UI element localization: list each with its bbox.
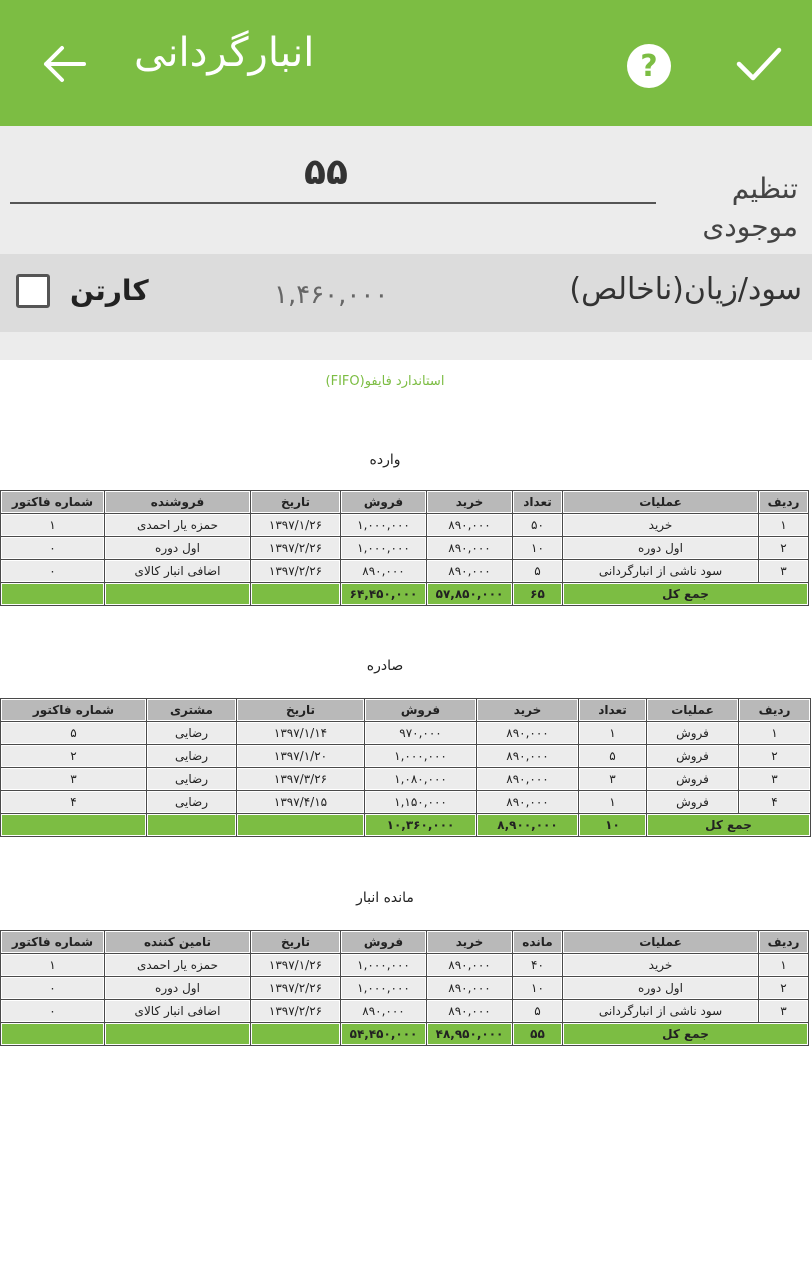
table-row[interactable] bbox=[1, 560, 809, 583]
table-cell: ۱,۰۰۰,۰۰۰ bbox=[341, 514, 427, 537]
column-header: فروش bbox=[365, 699, 477, 722]
table-cell: اضافی انبار کالای bbox=[105, 1000, 251, 1023]
table-cell: ۲ bbox=[739, 745, 811, 768]
column-header: فروش bbox=[341, 931, 427, 954]
table-cell: ۲ bbox=[759, 537, 809, 560]
table-cell: ۱۳۹۷/۲/۲۶ bbox=[251, 977, 341, 1000]
table-row[interactable] bbox=[1, 514, 809, 537]
table-cell: اول دوره bbox=[105, 537, 251, 560]
page-title: انبارگردانی bbox=[134, 30, 315, 76]
column-header: تامین کننده bbox=[105, 931, 251, 954]
column-header: تعداد bbox=[579, 699, 647, 722]
column-header: شماره فاکتور bbox=[1, 699, 147, 722]
table-cell: فروش bbox=[647, 722, 739, 745]
table-cell: فروش bbox=[647, 745, 739, 768]
table-cell: ۱۳۹۷/۱/۲۰ bbox=[237, 745, 365, 768]
table-cell: ۱,۰۰۰,۰۰۰ bbox=[341, 537, 427, 560]
table-row[interactable] bbox=[1, 537, 809, 560]
svg-text:?: ? bbox=[640, 49, 658, 84]
table-header-row bbox=[1, 931, 809, 954]
table-cell: ۳ bbox=[1, 768, 147, 791]
column-header: مانده bbox=[513, 931, 563, 954]
table-cell: ۴ bbox=[739, 791, 811, 814]
total-buy: ۴۸,۹۵۰,۰۰۰ bbox=[427, 1023, 513, 1046]
table-cell: خرید bbox=[563, 954, 759, 977]
table-cell: ۸۹۰,۰۰۰ bbox=[477, 791, 579, 814]
total-sell: ۱۰,۳۶۰,۰۰۰ bbox=[365, 814, 477, 837]
total-label: جمع کل bbox=[563, 583, 809, 606]
table-cell: ۱ bbox=[579, 722, 647, 745]
table-cell: ۰ bbox=[1, 537, 105, 560]
table-cell: ۸۹۰,۰۰۰ bbox=[477, 722, 579, 745]
total-empty-cell bbox=[237, 814, 365, 837]
column-header: ردیف bbox=[759, 931, 809, 954]
table-cell: اول دوره bbox=[563, 977, 759, 1000]
table-cell: ۸۹۰,۰۰۰ bbox=[427, 977, 513, 1000]
table-cell: ۱۳۹۷/۱/۱۴ bbox=[237, 722, 365, 745]
valuation-method: استاندارد فایفو(FIFO) bbox=[325, 374, 445, 389]
table-cell: فروش bbox=[647, 791, 739, 814]
table-row[interactable] bbox=[1, 768, 811, 791]
table-cell: ۸۹۰,۰۰۰ bbox=[341, 560, 427, 583]
total-buy: ۸,۹۰۰,۰۰۰ bbox=[477, 814, 579, 837]
table-cell: ۵ bbox=[513, 1000, 563, 1023]
table-cell: ۳ bbox=[579, 768, 647, 791]
carton-label: کارتن bbox=[70, 274, 149, 307]
table-cell: ۹۷۰,۰۰۰ bbox=[365, 722, 477, 745]
table-row[interactable] bbox=[1, 745, 811, 768]
table-cell: ۳ bbox=[759, 1000, 809, 1023]
total-label: جمع کل bbox=[563, 1023, 809, 1046]
column-header: ردیف bbox=[759, 491, 809, 514]
divider-band bbox=[0, 332, 812, 360]
table-cell: سود ناشی از انبارگردانی bbox=[563, 560, 759, 583]
table-cell: ۳ bbox=[759, 560, 809, 583]
table-row[interactable] bbox=[1, 977, 809, 1000]
column-header: مشتری bbox=[147, 699, 237, 722]
table-cell: رضایی bbox=[147, 722, 237, 745]
table-cell: ۳ bbox=[739, 768, 811, 791]
remaining-title: مانده انبار bbox=[356, 890, 414, 906]
table-cell: خرید bbox=[563, 514, 759, 537]
table-cell: ۵ bbox=[1, 722, 147, 745]
table-row[interactable] bbox=[1, 1000, 809, 1023]
table-header-row bbox=[1, 699, 811, 722]
column-header: فروش bbox=[341, 491, 427, 514]
table-cell: رضایی bbox=[147, 791, 237, 814]
table-cell: ۸۹۰,۰۰۰ bbox=[427, 1000, 513, 1023]
table-cell: ۸۹۰,۰۰۰ bbox=[427, 537, 513, 560]
column-header: تاریخ bbox=[251, 491, 341, 514]
app-bar bbox=[0, 0, 812, 126]
table-cell: ۸۹۰,۰۰۰ bbox=[341, 1000, 427, 1023]
arrow-left-icon[interactable] bbox=[40, 44, 86, 84]
table-row[interactable] bbox=[1, 954, 809, 977]
total-sell: ۶۴,۴۵۰,۰۰۰ bbox=[341, 583, 427, 606]
table-header-row bbox=[1, 491, 809, 514]
total-empty-cell bbox=[105, 583, 251, 606]
column-header: تاریخ bbox=[251, 931, 341, 954]
column-header: خرید bbox=[427, 491, 513, 514]
table-cell: ۱,۰۸۰,۰۰۰ bbox=[365, 768, 477, 791]
table-cell: ۱۰ bbox=[513, 977, 563, 1000]
table-cell: ۱ bbox=[739, 722, 811, 745]
table-cell: فروش bbox=[647, 768, 739, 791]
table-cell: اول دوره bbox=[563, 537, 759, 560]
column-header: شماره فاکتور bbox=[1, 931, 105, 954]
table-row[interactable] bbox=[1, 722, 811, 745]
total-empty-cell bbox=[105, 1023, 251, 1046]
column-header: خرید bbox=[427, 931, 513, 954]
total-sell: ۵۴,۴۵۰,۰۰۰ bbox=[341, 1023, 427, 1046]
column-header: فروشنده bbox=[105, 491, 251, 514]
table-cell: ۸۹۰,۰۰۰ bbox=[477, 768, 579, 791]
table-row[interactable] bbox=[1, 791, 811, 814]
adjust-stock-underline bbox=[10, 202, 656, 204]
column-header: عملیات bbox=[563, 931, 759, 954]
table-cell: ۱ bbox=[1, 514, 105, 537]
table-cell: ۸۹۰,۰۰۰ bbox=[427, 560, 513, 583]
table-cell: ۱,۰۰۰,۰۰۰ bbox=[341, 977, 427, 1000]
table-cell: ۱ bbox=[1, 954, 105, 977]
total-empty-cell bbox=[251, 583, 341, 606]
table-cell: اول دوره bbox=[105, 977, 251, 1000]
total-row bbox=[1, 814, 811, 837]
column-header: شماره فاکتور bbox=[1, 491, 105, 514]
table-cell: سود ناشی از انبارگردانی bbox=[563, 1000, 759, 1023]
table-cell: رضایی bbox=[147, 768, 237, 791]
column-header: خرید bbox=[477, 699, 579, 722]
outgoing-title: صادره bbox=[366, 658, 404, 674]
table-cell: ۱۰ bbox=[513, 537, 563, 560]
total-empty-cell bbox=[1, 583, 105, 606]
table-cell: ۴۰ bbox=[513, 954, 563, 977]
table-cell: ۴ bbox=[1, 791, 147, 814]
total-row bbox=[1, 1023, 809, 1046]
table-cell: ۵ bbox=[579, 745, 647, 768]
total-empty-cell bbox=[251, 1023, 341, 1046]
table-cell: ۰ bbox=[1, 560, 105, 583]
table-cell: ۸۹۰,۰۰۰ bbox=[477, 745, 579, 768]
table-cell: ۱۳۹۷/۲/۲۶ bbox=[251, 537, 341, 560]
column-header: تاریخ bbox=[237, 699, 365, 722]
column-header: عملیات bbox=[563, 491, 759, 514]
total-empty-cell bbox=[1, 814, 147, 837]
column-header: تعداد bbox=[513, 491, 563, 514]
table-cell: حمزه یار احمدی bbox=[105, 954, 251, 977]
table-cell: ۱۳۹۷/۱/۲۶ bbox=[251, 514, 341, 537]
table-cell: ۰ bbox=[1, 977, 105, 1000]
table-cell: ۱,۱۵۰,۰۰۰ bbox=[365, 791, 477, 814]
table-cell: ۱,۰۰۰,۰۰۰ bbox=[365, 745, 477, 768]
table-cell: حمزه یار احمدی bbox=[105, 514, 251, 537]
table-cell: ۵۰ bbox=[513, 514, 563, 537]
profit-label: سود/زیان(ناخالص) bbox=[569, 272, 802, 307]
table-cell: ۸۹۰,۰۰۰ bbox=[427, 514, 513, 537]
carton-checkbox[interactable] bbox=[16, 274, 50, 308]
table-cell: ۱,۰۰۰,۰۰۰ bbox=[341, 954, 427, 977]
table-cell: ۱۳۹۷/۳/۲۶ bbox=[237, 768, 365, 791]
total-row bbox=[1, 583, 809, 606]
incoming-title: وارده bbox=[369, 452, 401, 468]
outgoing-table bbox=[0, 698, 811, 837]
table-cell: ۰ bbox=[1, 1000, 105, 1023]
adjust-stock-label: تنظیم موجودی bbox=[702, 172, 798, 243]
table-cell: ۱ bbox=[579, 791, 647, 814]
table-cell: ۱ bbox=[759, 954, 809, 977]
table-cell: ۲ bbox=[1, 745, 147, 768]
table-cell: ۲ bbox=[759, 977, 809, 1000]
column-header: عملیات bbox=[647, 699, 739, 722]
total-buy: ۵۷,۸۵۰,۰۰۰ bbox=[427, 583, 513, 606]
remaining-table bbox=[0, 930, 809, 1046]
incoming-table bbox=[0, 490, 809, 606]
help-circle-icon[interactable] bbox=[626, 43, 672, 89]
total-label: جمع کل bbox=[647, 814, 811, 837]
total-empty-cell bbox=[147, 814, 237, 837]
table-cell: ۱۳۹۷/۲/۲۶ bbox=[251, 560, 341, 583]
adjust-stock-input[interactable]: ۵۵ bbox=[304, 152, 348, 193]
total-empty-cell bbox=[1, 1023, 105, 1046]
table-cell: ۱ bbox=[759, 514, 809, 537]
table-cell: ۱۳۹۷/۴/۱۵ bbox=[237, 791, 365, 814]
total-quantity: ۶۵ bbox=[513, 583, 563, 606]
column-header: ردیف bbox=[739, 699, 811, 722]
table-cell: ۱۳۹۷/۲/۲۶ bbox=[251, 1000, 341, 1023]
total-quantity: ۱۰ bbox=[579, 814, 647, 837]
table-cell: ۱۳۹۷/۱/۲۶ bbox=[251, 954, 341, 977]
table-cell: ۵ bbox=[513, 560, 563, 583]
profit-value: ۱,۴۶۰,۰۰۰ bbox=[274, 280, 389, 310]
check-icon[interactable] bbox=[735, 44, 783, 84]
table-cell: ۸۹۰,۰۰۰ bbox=[427, 954, 513, 977]
table-cell: اضافی انبار کالای bbox=[105, 560, 251, 583]
total-quantity: ۵۵ bbox=[513, 1023, 563, 1046]
table-cell: رضایی bbox=[147, 745, 237, 768]
